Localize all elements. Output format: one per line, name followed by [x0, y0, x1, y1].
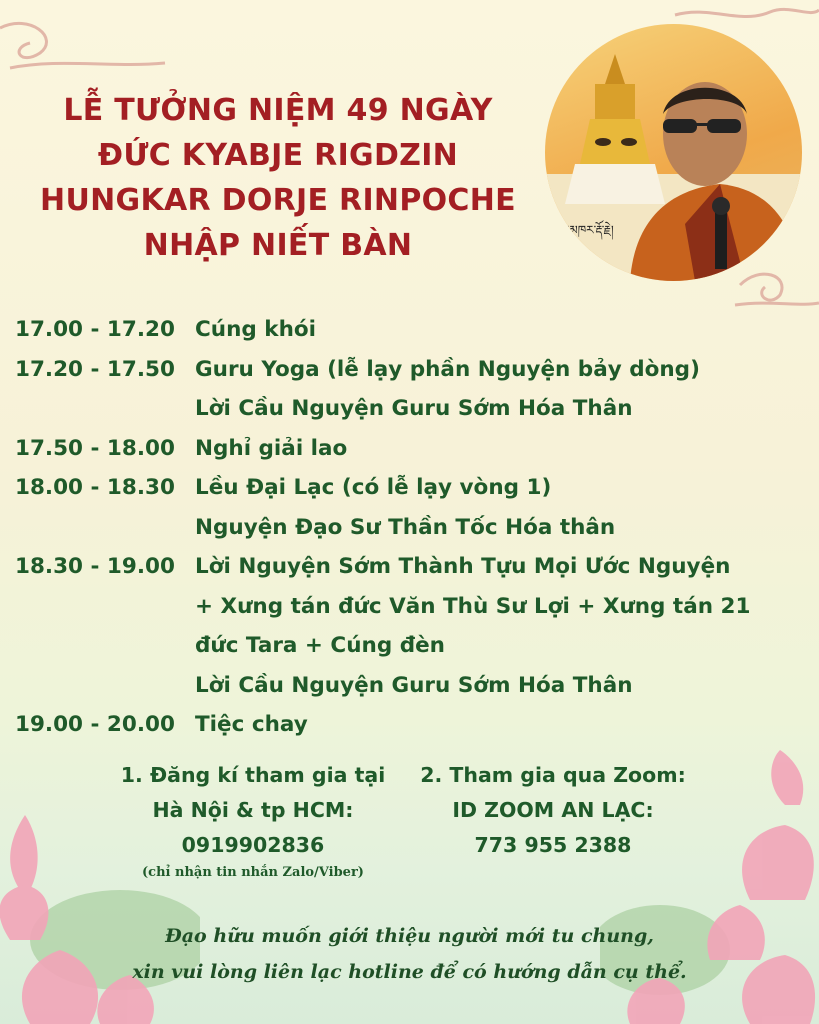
rinpoche-portrait — [545, 24, 802, 281]
schedule-row — [15, 547, 805, 587]
schedule-row — [15, 310, 805, 350]
schedule-activity: Cúng khói — [195, 317, 317, 343]
footer-note — [0, 918, 819, 990]
schedule-time: 17.00 - 17.20 — [15, 317, 175, 343]
phone-number: 0919902836 — [181, 833, 325, 857]
schedule-activity: Lời Cầu Nguyện Guru Sớm Hóa Thân — [195, 672, 633, 698]
footer-line-2: xin vui lòng liên lạc hotline để có hướng dẫn cụ thể. — [132, 961, 687, 983]
schedule-activity: Nghỉ giải lao — [195, 435, 348, 461]
zoom-line-1: 2. Tham gia qua Zoom: — [420, 763, 686, 787]
schedule-time: 17.50 - 18.00 — [15, 435, 175, 461]
register-line-2: Hà Nội & tp HCM: — [152, 798, 354, 822]
schedule-activity: + Xưng tán đức Văn Thù Sư Lợi + Xưng tán 21 — [195, 593, 751, 619]
schedule-time: 18.30 - 19.00 — [15, 554, 175, 580]
tibetan-caption: ཧཱུྃ་མཁར་རྡོ་རྗེ། — [560, 223, 614, 237]
schedule-row — [15, 666, 805, 706]
schedule-activity: Nguyện Đạo Sư Thần Tốc Hóa thân — [195, 514, 616, 540]
schedule-row — [15, 626, 805, 666]
event-title — [18, 88, 538, 268]
schedule-row — [15, 705, 805, 745]
title-line-1: LỄ TƯỞNG NIỆM 49 NGÀY — [63, 93, 493, 128]
schedule-activity: Tiệc chay — [195, 712, 308, 738]
portrait-illustration — [545, 24, 802, 281]
schedule-row — [15, 508, 805, 548]
phone-note: (chỉ nhận tin nhắn Zalo/Viber) — [142, 865, 364, 880]
schedule-row — [15, 350, 805, 390]
schedule-time: 17.20 - 17.50 — [15, 356, 175, 382]
schedule-activity: Lời Cầu Nguyện Guru Sớm Hóa Thân — [195, 396, 633, 422]
zoom-line-2: ID ZOOM AN LẠC: — [452, 798, 654, 822]
schedule-list — [15, 310, 805, 745]
register-line-1: 1. Đăng kí tham gia tại — [120, 763, 386, 787]
title-line-3: HUNGKAR DORJE RINPOCHE — [40, 183, 516, 218]
schedule-time: 19.00 - 20.00 — [15, 712, 175, 738]
title-line-4: NHẬP NIẾT BÀN — [143, 228, 413, 263]
footer-line-1: Đạo hữu muốn giới thiệu người mới tu chung, — [165, 925, 654, 947]
schedule-activity: Lời Nguyện Sớm Thành Tựu Mọi Ước Nguyện — [195, 554, 731, 580]
schedule-row — [15, 587, 805, 627]
schedule-activity: Guru Yoga (lễ lạy phần Nguyện bảy dòng) — [195, 356, 700, 382]
schedule-time: 18.00 - 18.30 — [15, 475, 175, 501]
schedule-activity: đức Tara + Cúng đèn — [195, 633, 445, 659]
cloud-ornament-top-left — [0, 8, 170, 88]
schedule-row — [15, 468, 805, 508]
lotus-flowers-left — [0, 800, 200, 1024]
zoom-id: 773 955 2388 — [474, 833, 632, 857]
title-line-2: ĐỨC KYABJE RIGDZIN — [97, 138, 459, 173]
schedule-row — [15, 389, 805, 429]
schedule-row — [15, 429, 805, 469]
schedule-activity: Lều Đại Lạc (có lễ lạy vòng 1) — [195, 475, 552, 501]
